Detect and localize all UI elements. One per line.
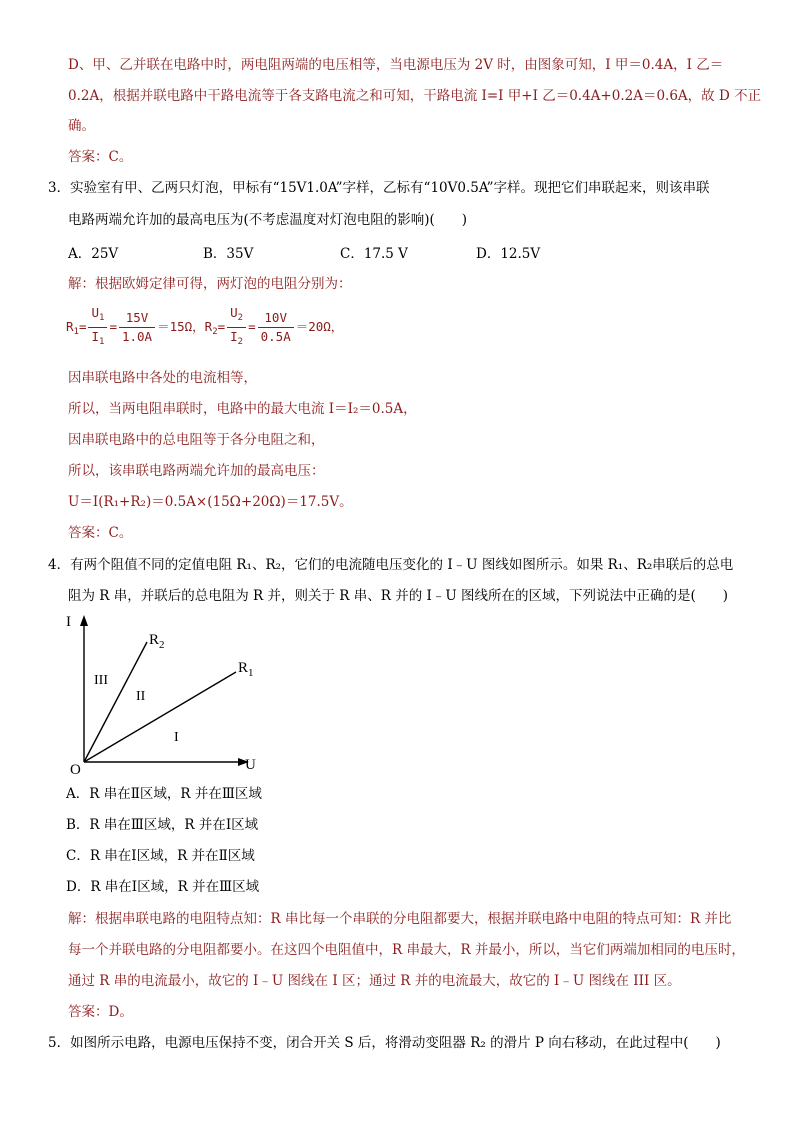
q3-solution-step-2: 所以，当两电阻串联时，电路中的最大电流 I＝I₂＝0.5A， <box>68 401 417 417</box>
q3-solution-step-5: U＝I(R₁+R₂)＝0.5A×(15Ω+20Ω)＝17.5V。 <box>68 494 353 510</box>
q4-option-a: A．R 串在Ⅱ区域，R 并在Ⅲ区域 <box>66 786 262 802</box>
r2-line-label: $R_2$ <box>149 632 165 651</box>
r1-line-label: $R_1$ <box>238 660 254 679</box>
q4-option-c: C．R 串在Ⅰ区域，R 并在Ⅱ区域 <box>66 848 255 864</box>
q3-option-a: A．25V <box>68 246 119 262</box>
q2-solution-line-3: 确。 <box>68 118 95 134</box>
i-axis-arrow <box>80 615 88 626</box>
u-axis-label: U <box>245 757 256 773</box>
q4-option-b: B．R 串在Ⅲ区域，R 并在Ⅰ区域 <box>66 817 259 833</box>
u1-over-i1: $\frac{U_1}{I_1}$ <box>88 304 107 351</box>
q3-option-d: D．12.5V <box>476 246 541 262</box>
q5-stem-line-1: 5．如图所示电路，电源电压保持不变，闭合开关 S 后，将滑动变阻器 R₂ 的滑片 P 向右移动，在此过程中( ) <box>48 1035 721 1051</box>
i-axis-label: I <box>66 614 71 630</box>
q3-solution-step-3: 因串联电路中的总电阻等于各分电阻之和， <box>68 432 325 448</box>
q4-answer: 答案：D。 <box>68 1004 133 1020</box>
r2-symbol: $R_2$ <box>204 319 218 337</box>
r2-fraction: $\frac{10V}{0.5A}$ <box>258 309 294 346</box>
q3-stem-line-1: 3．实验室有甲、乙两只灯泡，甲标有“15V1.0A”字样，乙标有“10V0.5A”字样。现把它们串联起来，则该串联 <box>48 180 710 196</box>
region-3-label: III <box>94 673 108 688</box>
q3-option-b: B．35V <box>203 246 254 262</box>
q3-resistance-formula: $R_1=$ $\frac{U_1}{I_1}$ = $\frac{15V}{1.0A}$ ＝15Ω，$R_2=$ $\frac{U_2}{I_2}$ = $\frac{10V}{0.5A}$ ＝20Ω， <box>66 304 343 354</box>
q4-solution-line-3: 通过 R 串的电流最小，故它的 I﹣U 图线在 I 区；通过 R 并的电流最大，故它的 I﹣U 图线在 III 区。 <box>68 973 681 989</box>
q4-solution-line-2: 每一个并联电路的分电阻都要小。在这四个电阻值中，R 串最大，R 并最小，所以，当它们两端加相同的电压时， <box>68 942 745 958</box>
q2-answer: 答案：C。 <box>68 149 133 165</box>
q3-solution-step-4: 所以，该串联电路两端允许加的最高电压： <box>68 463 325 479</box>
q4-solution-line-1: 解：根据串联电路的电阻特点知：R 串比每一个串联的分电阻都要大，根据并联电路中电阻的特点可知：R 并比 <box>68 911 732 927</box>
u2-over-i2: $\frac{U_2}{I_2}$ <box>227 304 246 351</box>
region-1-label: I <box>174 730 179 745</box>
q3-stem-line-2: 电路两端允许加的最高电压为(不考虑温度对灯泡电阻的影响)( ) <box>68 212 468 228</box>
q4-option-d: D．R 串在Ⅰ区域，R 并在Ⅲ区域 <box>66 879 260 895</box>
iu-graph <box>60 612 270 777</box>
q2-solution-line-2: 0.2A，根据并联电路中干路电流等于各支路电流之和可知，干路电流 I=I 甲+I 乙＝0.4A+0.2A＝0.6A，故 D 不正 <box>68 88 762 104</box>
q3-solution-step-1: 因串联电路中各处的电流相等， <box>68 370 257 386</box>
r1-fraction: $\frac{15V}{1.0A}$ <box>119 309 155 346</box>
region-2-label: II <box>136 689 146 704</box>
r1-symbol: $R_1$ <box>66 319 79 337</box>
q3-solution-intro: 解：根据欧姆定律可得，两灯泡的电阻分别为： <box>68 276 352 292</box>
origin-label: O <box>70 762 81 777</box>
q2-solution-line-1: D、甲、乙并联在电路中时，两电阻两端的电压相等，当电源电压为 2V 时，由图象可知，I 甲＝0.4A，I 乙＝ <box>68 57 724 73</box>
q3-option-c: C．17.5 V <box>340 246 408 262</box>
q3-answer: 答案：C。 <box>68 525 133 541</box>
q4-stem-line-2: 阻为 R 串，并联后的总电阻为 R 并，则关于 R 串、R 并的 I﹣U 图线所在的区域，下列说法中正确的是( ) <box>68 588 729 604</box>
q4-stem-line-1: 4．有两个阻值不同的定值电阻 R₁、R₂，它们的电流随电压变化的 I﹣U 图线如图所示。如果 R₁、R₂串联后的总电 <box>48 557 734 573</box>
